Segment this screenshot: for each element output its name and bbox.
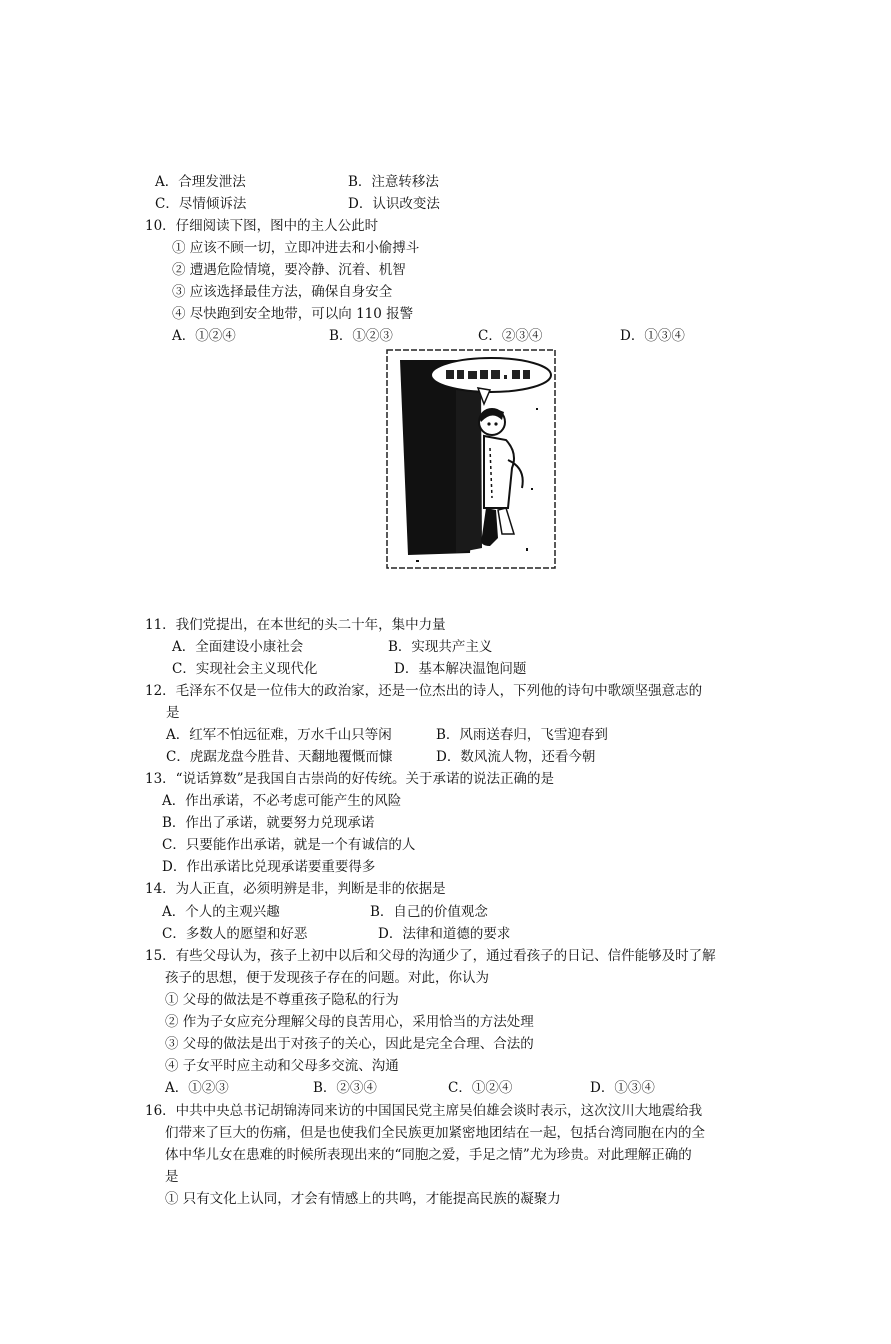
q12-stem-line2: 是 bbox=[166, 705, 180, 721]
q16-stem-line4: 是 bbox=[165, 1169, 179, 1185]
q12-option-a: A．红军不怕远征难，万水千山只等闲 bbox=[166, 727, 392, 743]
q10-item-2: ② 遭遇危险情境，要冷静、沉着、机智 bbox=[172, 262, 406, 278]
q15-stem-line2: 孩子的思想，便于发现孩子存在的问题。对此，你认为 bbox=[165, 970, 489, 986]
q10-stem: 10．仔细阅读下图，图中的主人公此时 bbox=[145, 218, 379, 234]
q12-stem-line1: 12．毛泽东不仅是一位伟大的政治家，还是一位杰出的诗人，下列他的诗句中歌颂坚强意志的 bbox=[145, 683, 703, 699]
q10-option-d: D．①③④ bbox=[620, 328, 685, 344]
q9-option-b: B．注意转移法 bbox=[348, 174, 439, 190]
q15-item-3: ③ 父母的做法是出于对孩子的关心，因此是完全合理、合法的 bbox=[165, 1036, 534, 1052]
q15-item-4: ④ 子女平时应主动和父母多交流、沟通 bbox=[165, 1058, 399, 1074]
cartoon-svg bbox=[386, 348, 558, 570]
q13-option-c: C．只要能作出承诺，就是一个有诚信的人 bbox=[162, 837, 416, 853]
q12-option-d: D．数风流人物，还看今朝 bbox=[436, 749, 596, 765]
q14-option-d: D．法律和道德的要求 bbox=[378, 926, 511, 942]
q9-option-c: C．尽情倾诉法 bbox=[155, 196, 247, 212]
cartoon-illustration bbox=[386, 348, 558, 570]
q11-option-c: C．实现社会主义现代化 bbox=[172, 661, 318, 677]
q15-item-1: ① 父母的做法是不尊重孩子隐私的行为 bbox=[165, 992, 399, 1008]
q16-stem-line3: 体中华儿女在患难的时候所表现出来的“同胞之爱，手足之情”尤为珍贵。对此理解正确的 bbox=[165, 1147, 692, 1163]
q9-option-d: D．认识改变法 bbox=[348, 196, 440, 212]
q15-option-d: D．①③④ bbox=[590, 1080, 655, 1096]
q13-stem: 13．“说话算数”是我国自古崇尚的好传统。关于承诺的说法正确的是 bbox=[145, 771, 554, 787]
q15-option-c: C．①②④ bbox=[448, 1080, 513, 1096]
q13-option-d: D．作出承诺比兑现承诺要重要得多 bbox=[162, 859, 376, 875]
q11-option-d: D．基本解决温饱问题 bbox=[394, 661, 527, 677]
q15-option-a: A．①②③ bbox=[165, 1080, 229, 1096]
q10-option-c: C．②③④ bbox=[478, 328, 543, 344]
q10-option-a: A．①②④ bbox=[172, 328, 236, 344]
q15-stem-line1: 15．有些父母认为，孩子上初中以后和父母的沟通少了，通过看孩子的日记、信件能够及时了解 bbox=[145, 948, 716, 964]
q12-option-b: B．风雨送春归，飞雪迎春到 bbox=[436, 727, 608, 743]
q14-option-b: B．自己的价值观念 bbox=[370, 904, 488, 920]
q12-option-c: C．虎踞龙盘今胜昔、天翻地覆慨而慷 bbox=[166, 749, 393, 765]
q13-option-b: B．作出了承诺，就要努力兑现承诺 bbox=[162, 815, 375, 831]
q16-item-1: ① 只有文化上认同，才会有情感上的共鸣，才能提高民族的凝聚力 bbox=[165, 1191, 561, 1207]
q16-stem-line1: 16．中共中央总书记胡锦涛同来访的中国国民党主席吴伯雄会谈时表示，这次汶川大地震给我 bbox=[145, 1103, 703, 1119]
q14-stem: 14．为人正直，必须明辨是非，判断是非的依据是 bbox=[145, 881, 446, 897]
q10-option-b: B．①②③ bbox=[329, 328, 393, 344]
q14-option-a: A．个人的主观兴趣 bbox=[162, 904, 280, 920]
q11-option-a: A．全面建设小康社会 bbox=[172, 639, 304, 655]
q10-item-4: ④ 尽快跑到安全地带，可以向 110 报警 bbox=[172, 306, 414, 322]
q10-item-1: ① 应该不顾一切，立即冲进去和小偷搏斗 bbox=[172, 240, 420, 256]
q13-option-a: A．作出承诺，不必考虑可能产生的风险 bbox=[162, 793, 402, 809]
q9-option-a: A．合理发泄法 bbox=[155, 174, 246, 190]
q14-option-c: C．多数人的愿望和好恶 bbox=[162, 926, 308, 942]
q11-stem: 11．我们党提出，在本世纪的头二十年，集中力量 bbox=[145, 617, 446, 633]
q15-item-2: ② 作为子女应充分理解父母的良苦用心，采用恰当的方法处理 bbox=[165, 1014, 534, 1030]
q15-option-b: B．②③④ bbox=[313, 1080, 377, 1096]
q11-option-b: B．实现共产主义 bbox=[388, 639, 493, 655]
q10-item-3: ③ 应该选择最佳方法，确保自身安全 bbox=[172, 284, 393, 300]
q16-stem-line2: 们带来了巨大的伤痛，但是也使我们全民族更加紧密地团结在一起，包括台湾同胞在内的全 bbox=[165, 1125, 705, 1141]
